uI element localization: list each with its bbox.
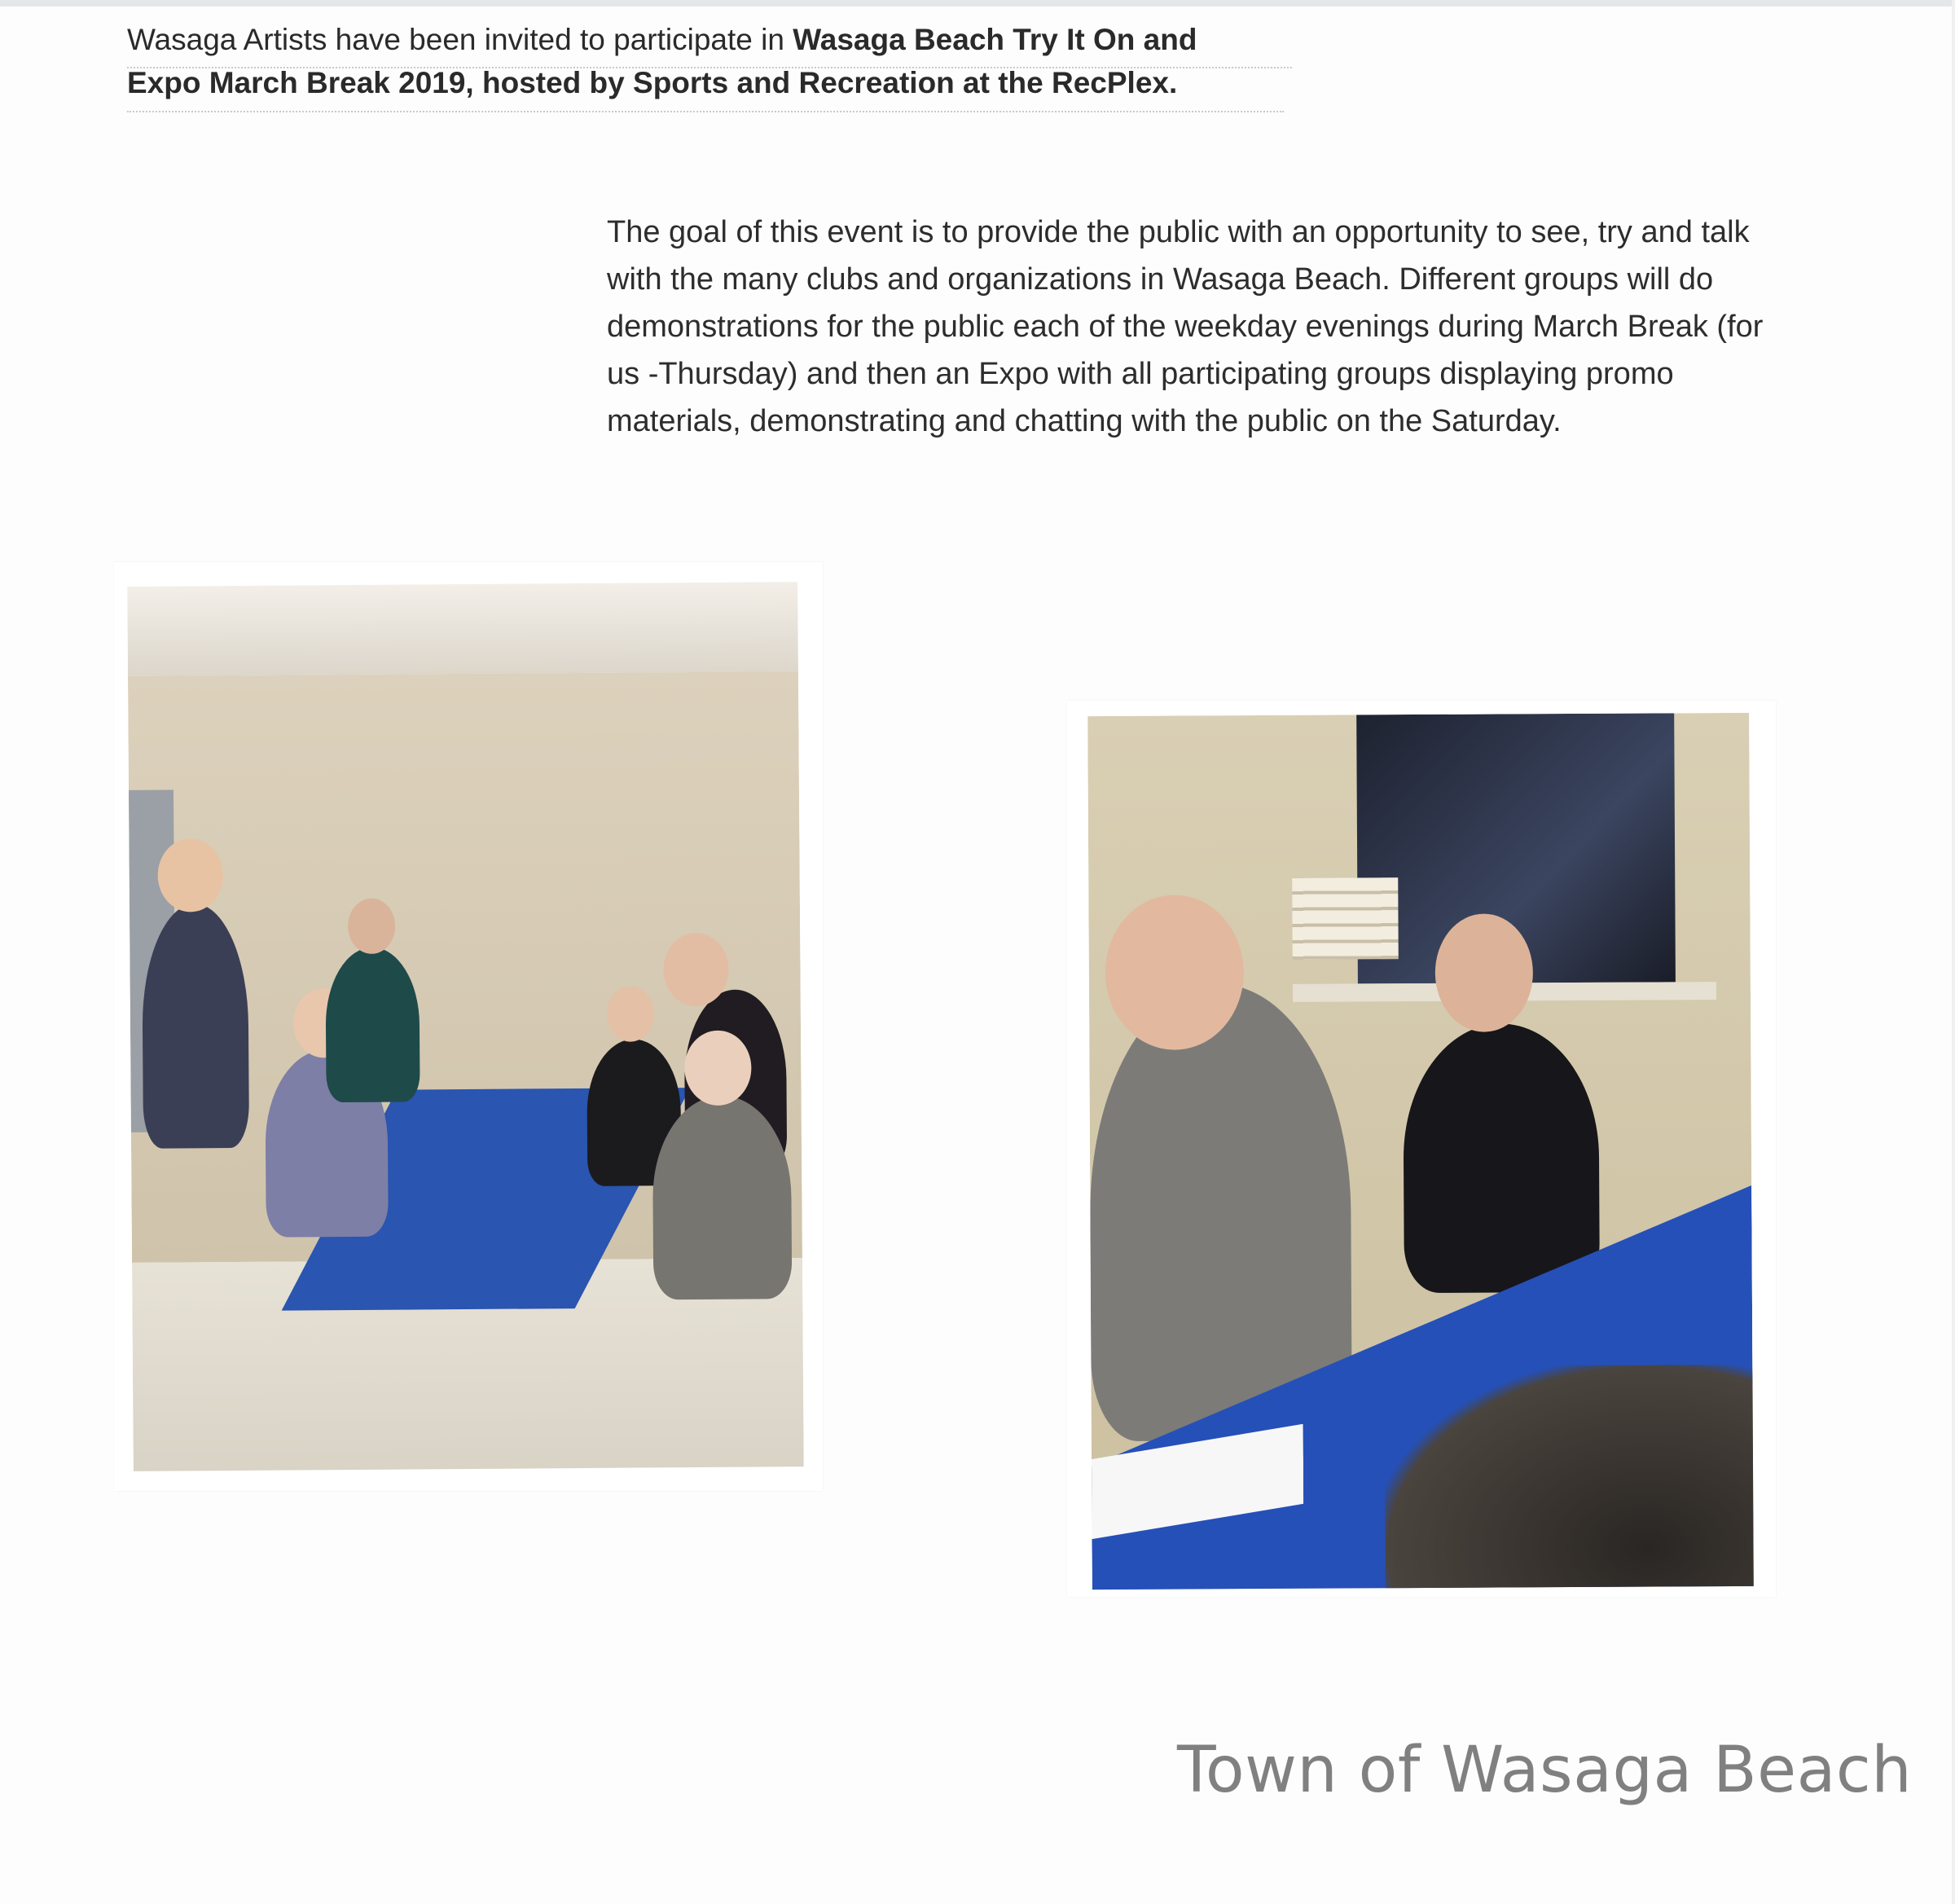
intro-dotted-rule	[127, 67, 1292, 68]
intro-dotted-rule-2	[127, 111, 1284, 112]
photo-ceiling	[127, 582, 798, 676]
photo-person-head	[663, 933, 729, 1007]
intro-line-1-bold: Wasaga Beach Try It On and	[793, 23, 1197, 56]
goal-paragraph: The goal of this event is to provide the public with an opportunity to see, try and talk with the many clubs and organizations in Wasaga Beach. Different groups will do demonstrations for the public each of the weekday evenings during March Break (for us -Thursday) and then an Expo with all participating groups displaying promo materials, demonstrating and chatting with the public on the Saturday.	[607, 215, 1764, 438]
photo-artists-group	[127, 582, 804, 1471]
photo-person-head	[1105, 895, 1244, 1050]
photo-crate	[1292, 877, 1399, 960]
photo-person	[1403, 1023, 1600, 1293]
photo-person-head	[684, 1031, 752, 1106]
footer-brand: Town of Wasaga Beach	[1177, 1734, 1913, 1807]
scan-right-edge	[1952, 0, 1955, 1904]
photo-two-artists	[1087, 713, 1754, 1590]
photo-person	[652, 1095, 793, 1299]
photo-person-head	[607, 986, 654, 1041]
photo-person-head	[1434, 913, 1533, 1032]
intro-line-1-prefix: Wasaga Artists have been invited to participate in	[127, 23, 793, 56]
intro-line-1	[127, 18, 1300, 61]
intro-paragraph	[127, 18, 1300, 104]
photo-person-head	[348, 899, 395, 954]
photo-person-head	[157, 838, 223, 912]
scan-top-edge	[0, 0, 1955, 7]
photo-foreground-blur	[1384, 1365, 1753, 1590]
intro-line-2-bold: Expo March Break 2019, hosted by Sports and Recreation at the RecPlex.	[127, 66, 1178, 99]
photo-person	[325, 947, 420, 1102]
